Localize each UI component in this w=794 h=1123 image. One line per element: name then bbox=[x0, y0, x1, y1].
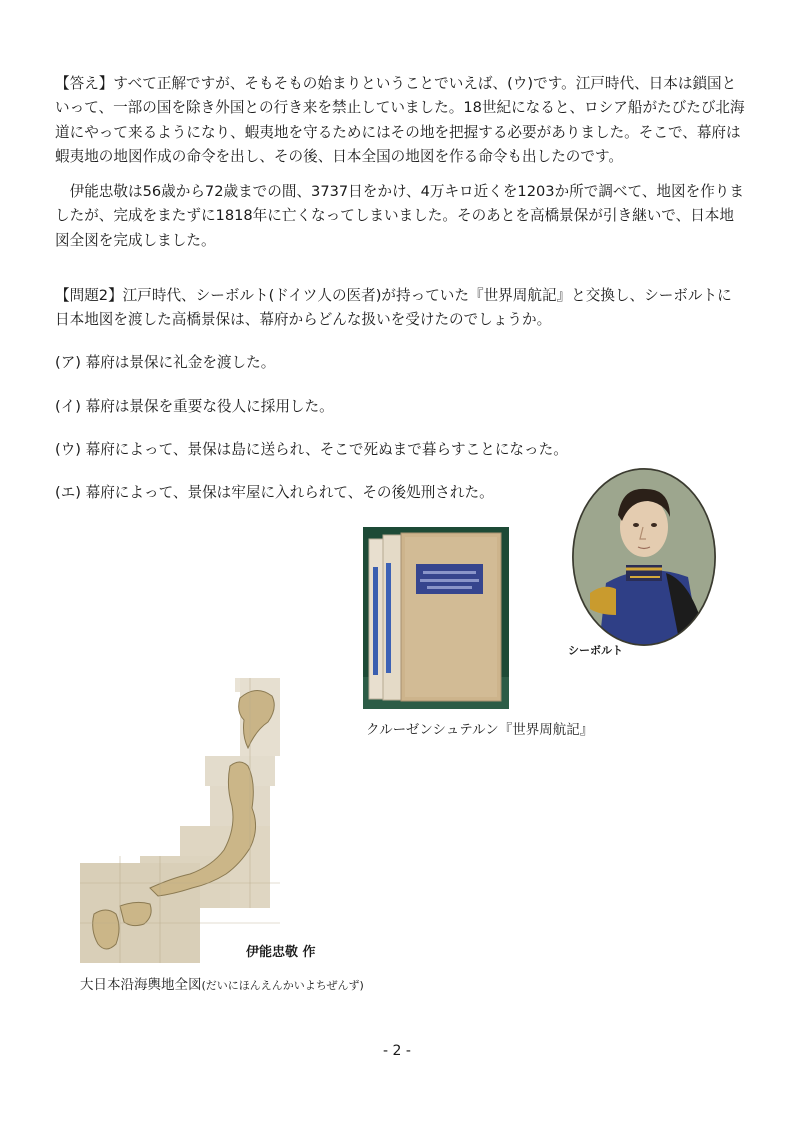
question-2-text: 【問題2】江戸時代、シーボルト(ドイツ人の医者)が持っていた『世界周航記』と交換し、シーボルトに日本地図を渡した高橋景保は、幕府からどんな扱いを受けたのでしょうか。 bbox=[55, 287, 732, 329]
map-caption-main: 大日本沿海輿地全図 bbox=[80, 977, 202, 993]
ino-map-image bbox=[80, 678, 280, 963]
page-number: - 2 - bbox=[383, 1043, 411, 1059]
choice-i: (イ) 幕府は景保を重要な役人に採用した。 bbox=[55, 398, 334, 415]
portrait-caption: シーボルト bbox=[568, 644, 623, 657]
book-caption: クルーゼンシュテルン『世界周航記』 bbox=[366, 722, 594, 738]
answer-paragraph-1: 【答え】すべて正解ですが、そもそもの始まりということでいえば、(ウ)です。江戸時代、日本は鎖国といって、一部の国を除き外国との行き来を禁止していました。18世紀になると、ロシア船がたびたび北海道にやって来るようになり、蝦夷地を守るためにはその地を把握する必要がありました。そこで、幕府は蝦夷地の地図作成の命令を出し、その後、日本全国の地図を作る命令も出したのです。 bbox=[55, 75, 745, 166]
choice-a: (ア) 幕府は景保に礼金を渡した。 bbox=[55, 354, 276, 371]
siebold-portrait bbox=[570, 465, 720, 655]
map-caption bbox=[80, 973, 364, 993]
book-photo bbox=[363, 527, 509, 709]
map-caption-reading: (だいにほんえんかいよちぜんず) bbox=[201, 979, 364, 992]
choice-u: (ウ) 幕府によって、景保は島に送られ、そこで死ぬまで暮らすことになった。 bbox=[55, 441, 568, 458]
map-author-label: 伊能忠敬 作 bbox=[246, 945, 316, 960]
answer-paragraph-2: 伊能忠敬は56歳から72歳までの間、3737日をかけ、4万キロ近くを1203か所で調べて、地図を作りましたが、完成をまたずに1818年に亡くなってしまいました。そのあとを高橋景保が引き継いで、日本地図全図を完成しました。 bbox=[55, 183, 744, 249]
choice-e: (エ) 幕府によって、景保は牢屋に入れられて、その後処刑された。 bbox=[55, 484, 494, 501]
